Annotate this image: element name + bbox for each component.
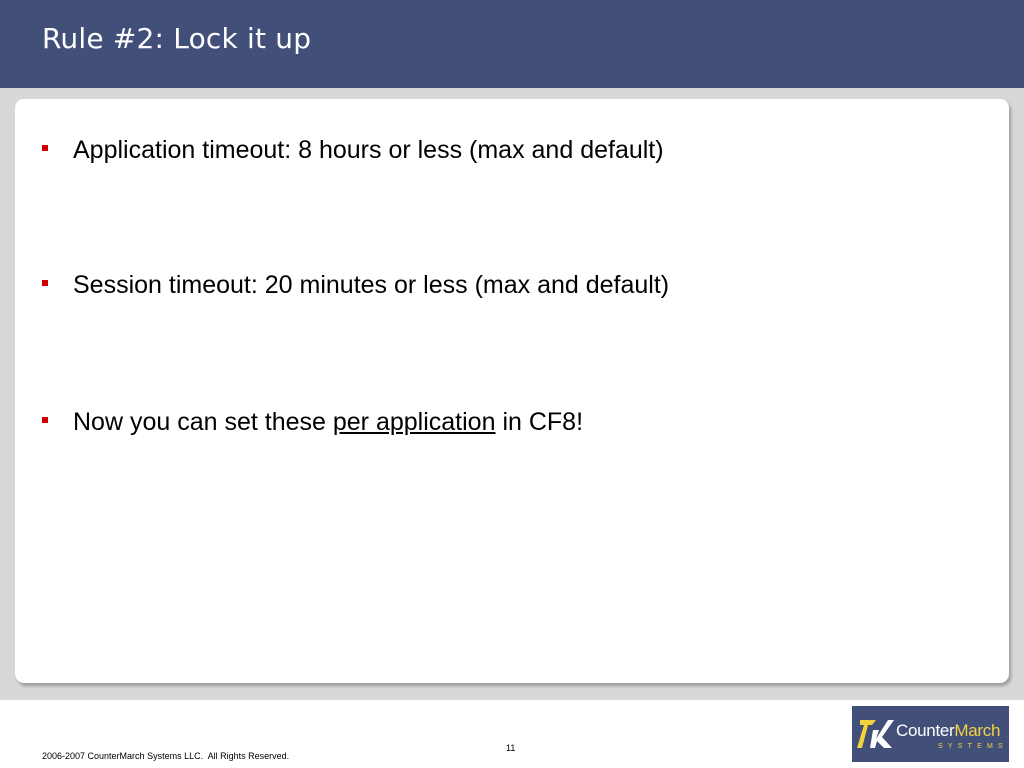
bullet-item-per-application <box>42 408 583 437</box>
bullet-square-icon <box>42 417 48 423</box>
slide-title: Rule #2: Lock it up <box>42 22 312 55</box>
bullet-text-before: Now you can set these <box>73 408 333 436</box>
logo-tagline: SYSTEMS <box>938 743 1008 750</box>
bullet-text: Application timeout: 8 hours or less (max and default) <box>73 136 664 164</box>
bullet-text: Session timeout: 20 minutes or less (max and default) <box>73 271 670 299</box>
title-bar <box>0 0 1024 88</box>
countermarch-logo <box>852 706 1009 762</box>
footer-copyright: 2006-2007 CounterMarch Systems LLC. All Rights Reserved. <box>42 751 290 761</box>
logo-wordmark <box>896 721 1000 741</box>
bullet-square-icon <box>42 145 48 151</box>
bullet-item-session-timeout <box>42 271 669 300</box>
bullet-text-after: in CF8! <box>495 408 584 436</box>
logo-name-counter: Counter <box>896 721 955 740</box>
content-panel <box>15 99 1009 683</box>
logo-name-march: March <box>954 721 1001 740</box>
page-number: 11 <box>506 743 516 753</box>
per-application-link[interactable]: per application <box>332 408 496 436</box>
bullet-square-icon <box>42 280 48 286</box>
bullet-item-application-timeout <box>42 136 664 165</box>
